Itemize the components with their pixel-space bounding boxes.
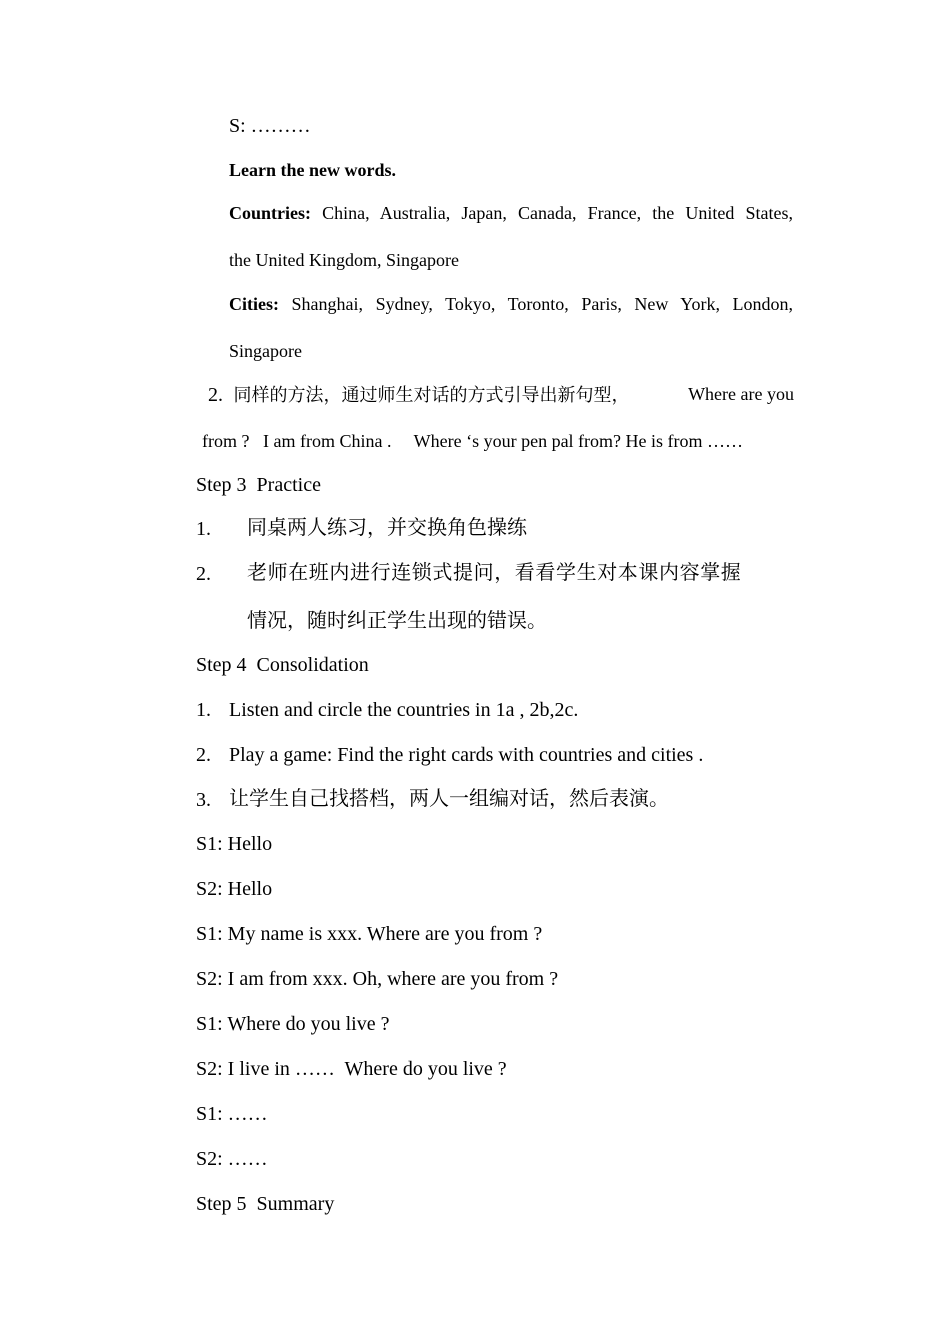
countries-label: Countries: [229, 203, 311, 223]
step4-item-2-number: 2. [196, 744, 211, 766]
countries-line-2: the United Kingdom, Singapore [229, 250, 459, 270]
cities-line-1 [229, 295, 793, 313]
item2-number: 2. [208, 384, 223, 406]
step4-item-1-number: 1. [196, 699, 211, 721]
dialogue-line-6: S2: I live in …… Where do you live ? [196, 1058, 507, 1080]
step4-item-1-text: Listen and circle the countries in 1a , 2b,2c. [229, 699, 579, 721]
learn-heading: Learn the new words. [229, 160, 396, 180]
item2-chinese: 同样的方法，通过师生对话的方式引导出新句型， [233, 385, 630, 405]
step4-heading: Step 4 Consolidation [196, 654, 369, 676]
dialogue-line-2: S2: Hello [196, 878, 273, 900]
step3-item-2-number: 2. [196, 563, 211, 585]
step3-item-2-text: 老师在班内进行连锁式提问，看看学生对本课内容掌握 [247, 562, 742, 584]
s-line: S: ……… [229, 115, 311, 137]
step3-item-1-number: 1. [196, 518, 211, 540]
step3-item-2 [196, 564, 211, 584]
dialogue-line-8: S2: …… [196, 1148, 268, 1170]
cities-label: Cities: [229, 294, 279, 314]
cities-line-2: Singapore [229, 341, 302, 361]
dialogue-line-5: S1: Where do you live ? [196, 1013, 390, 1035]
dialogue-line-4: S2: I am from xxx. Oh, where are you from ? [196, 968, 559, 990]
step3-item-1-text: 同桌两人练习，并交换角色操练 [247, 517, 527, 539]
countries-list: China, Australia, Japan, Canada, France, the United States, [322, 203, 793, 223]
dialogue-line-7: S1: …… [196, 1103, 268, 1125]
countries-line-1 [229, 204, 793, 222]
step5-heading: Step 5 Summary [196, 1193, 335, 1215]
cities-list: Shanghai, Sydney, Tokyo, Toronto, Paris, New York, London, [291, 294, 793, 314]
dialogue-line-3: S1: My name is xxx. Where are you from ? [196, 923, 543, 945]
item2-line-2: from ? I am from China . Where ‘s your pen pal from? He is from …… [202, 431, 744, 451]
step4-item-3-number: 3. [196, 789, 211, 811]
dialogue-line-1: S1: Hello [196, 833, 273, 855]
item2-line-1 [208, 385, 794, 405]
item2-english: Where are you [688, 384, 794, 404]
step4-item-2-text: Play a game: Find the right cards with countries and cities . [229, 744, 704, 766]
step3-item-1 [196, 519, 211, 539]
step3-item-2-text-2: 情况，随时纠正学生出现的错误。 [247, 610, 547, 632]
step3-heading: Step 3 Practice [196, 474, 321, 496]
step4-item-3-text: 让学生自己找搭档，两人一组编对话，然后表演。 [229, 788, 669, 810]
